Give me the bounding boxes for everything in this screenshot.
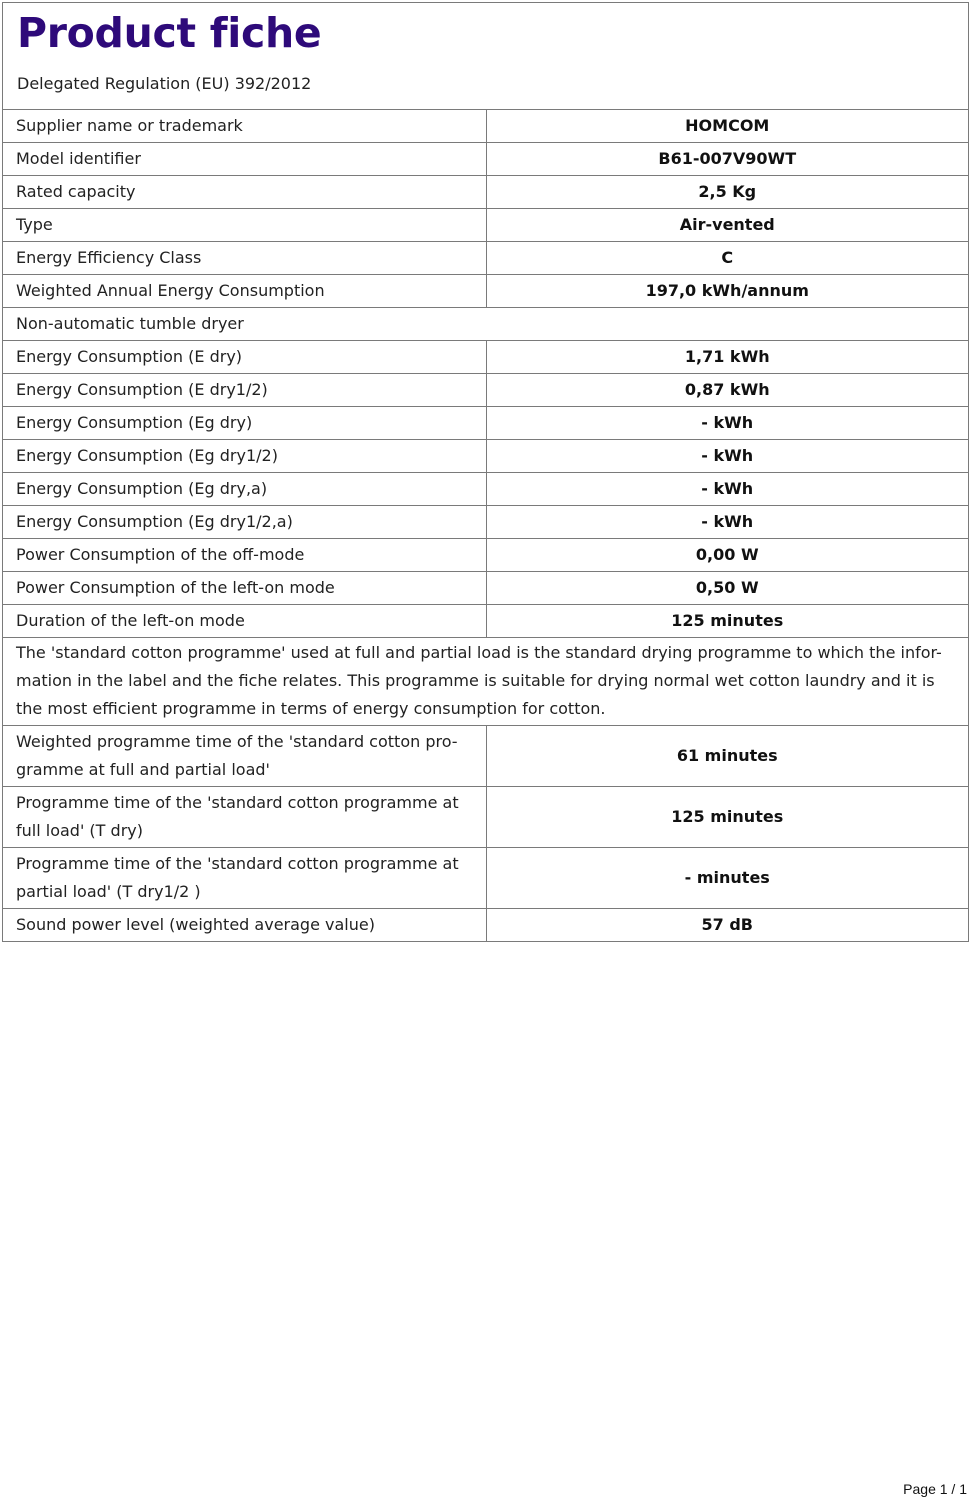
spec-label: Energy Consumption (Eg dry1/2) [3,440,486,473]
spec-value: - kWh [486,473,968,506]
spec-value: - kWh [486,440,968,473]
page-title: Product fiche [17,9,322,57]
table-row [3,407,968,440]
spec-label: Model identifier [3,143,486,176]
spec-label: Weighted programme time of the 'standard cotton pro-gramme at full and partial load' [3,726,486,787]
page-number: Page 1 / 1 [903,1481,967,1497]
specifications-table [3,110,968,941]
spec-label: Supplier name or trademark [3,110,486,143]
regulation-subtitle: Delegated Regulation (EU) 392/2012 [17,74,312,93]
spec-label: Rated capacity [3,176,486,209]
spec-label: Energy Consumption (Eg dry1/2,a) [3,506,486,539]
spec-value: - kWh [486,407,968,440]
spec-label: Energy Consumption (Eg dry,a) [3,473,486,506]
table-row [3,110,968,143]
table-row [3,440,968,473]
spec-label: Power Consumption of the off-mode [3,539,486,572]
table-row [3,176,968,209]
table-row [3,209,968,242]
spec-label: Energy Efficiency Class [3,242,486,275]
product-fiche [2,2,969,942]
table-row [3,275,968,308]
spec-value: Air-vented [486,209,968,242]
table-row [3,539,968,572]
spec-value: - minutes [486,848,968,909]
table-row [3,506,968,539]
spec-value: - kWh [486,506,968,539]
spec-value: 125 minutes [486,605,968,638]
spec-label: Programme time of the 'standard cotton programme at partial load' (T dry1/2 ) [3,848,486,909]
table-row [3,308,968,341]
spec-value: 57 dB [486,909,968,942]
spec-value: C [486,242,968,275]
spec-label: Energy Consumption (E dry1/2) [3,374,486,407]
table-row [3,848,968,909]
fiche-header [3,3,968,110]
spec-label: Weighted Annual Energy Consumption [3,275,486,308]
spec-value: 0,87 kWh [486,374,968,407]
spec-label: Energy Consumption (E dry) [3,341,486,374]
table-row [3,341,968,374]
spec-value: 125 minutes [486,787,968,848]
table-row [3,143,968,176]
spec-value: 197,0 kWh/annum [486,275,968,308]
table-row [3,726,968,787]
table-row [3,473,968,506]
spec-label: Energy Consumption (Eg dry) [3,407,486,440]
spec-label: Duration of the left-on mode [3,605,486,638]
table-row [3,242,968,275]
table-row [3,787,968,848]
table-row [3,909,968,942]
spec-value: 1,71 kWh [486,341,968,374]
table-row [3,572,968,605]
spec-value: 61 minutes [486,726,968,787]
section-heading: Non-automatic tumble dryer [3,308,968,341]
spec-value: 0,00 W [486,539,968,572]
table-row [3,374,968,407]
spec-value: 0,50 W [486,572,968,605]
spec-label: Type [3,209,486,242]
programme-description: The 'standard cotton programme' used at full and partial load is the standard drying programme to which the infor-mation in the label and the fiche relates. This programme is suitable for drying normal wet cotton laundry and it is the most efficient programme in terms of energy consumption for cotton. [3,638,968,726]
spec-label: Power Consumption of the left-on mode [3,572,486,605]
table-row [3,605,968,638]
spec-value: B61-007V90WT [486,143,968,176]
spec-value: 2,5 Kg [486,176,968,209]
spec-label: Sound power level (weighted average value) [3,909,486,942]
spec-value: HOMCOM [685,116,770,135]
spec-label: Programme time of the 'standard cotton programme at full load' (T dry) [3,787,486,848]
table-row [3,638,968,726]
